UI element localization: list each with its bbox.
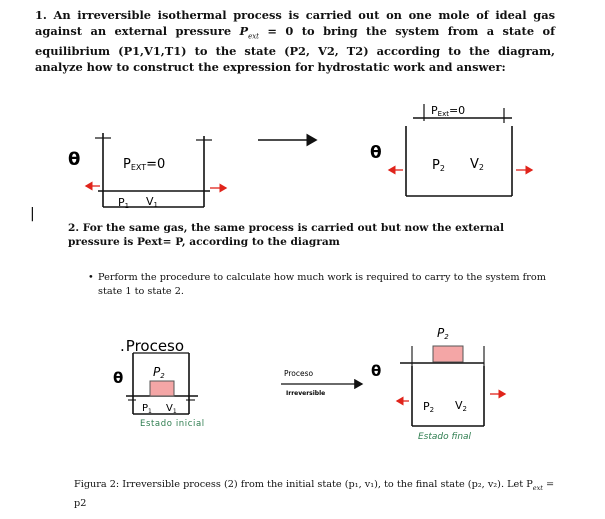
fig1-theta-right: θ bbox=[370, 143, 382, 163]
pext-symbol: P bbox=[239, 23, 249, 38]
fig2-proceso-title: .Proceso bbox=[120, 337, 185, 355]
fig1-pext-top-label: PExt=0 bbox=[431, 104, 466, 118]
fig2-weight-final bbox=[433, 346, 463, 362]
fig2-theta-left: θ bbox=[113, 369, 124, 387]
caption-tail: = p2 bbox=[74, 479, 555, 509]
fig2-v2-label: V2 bbox=[455, 399, 467, 413]
fig1-final-container bbox=[389, 104, 532, 196]
pext-sub: ext bbox=[248, 31, 259, 40]
figure-caption bbox=[74, 477, 560, 511]
fig2-theta-right: θ bbox=[371, 362, 382, 380]
problem-number: 1. bbox=[35, 8, 47, 22]
fig1-v1-label: V1 bbox=[146, 195, 158, 209]
caption-sub: ext bbox=[532, 483, 543, 492]
fig2-p1-label: $P_1$ bbox=[142, 403, 152, 415]
fig2-arrow-label-top: Proceso bbox=[284, 369, 314, 378]
bullet-text: Perform the procedure to calculate how much work is required to carry to the system from state 1 to state 2. bbox=[98, 272, 546, 297]
problem-intro: An irreversible isothermal process is carried out on one mole of ideal gas against an external pressure bbox=[35, 8, 555, 38]
question-2-text: 2. For the same gas, the same process is carried out but now the external pressure is Pext= P, according to the diagram bbox=[68, 222, 504, 248]
fig1-p2-label: P2 bbox=[432, 158, 445, 173]
fig2-estado-final: Estado final bbox=[418, 432, 472, 442]
fig1-theta-left: θ bbox=[68, 149, 81, 170]
fig2-p2-left-label: P2 bbox=[153, 365, 165, 380]
fig2-initial-container bbox=[126, 353, 198, 414]
fig2-estado-inicial: Estado inicial bbox=[140, 419, 205, 429]
bullet-marker: • bbox=[88, 272, 94, 283]
fig1-v2-label: V2 bbox=[470, 157, 484, 172]
bullet-item bbox=[88, 271, 558, 298]
fig2-final-container bbox=[397, 346, 505, 426]
fig2-arrow-label-bottom: Irreversible bbox=[286, 390, 326, 397]
fig1-pext-label: PEXT=0 bbox=[123, 157, 166, 172]
fig2-p2-right-label: P2 bbox=[423, 400, 435, 414]
margin-mark: | bbox=[30, 206, 35, 222]
fig1-p1-label: P1 bbox=[118, 196, 130, 210]
fig2-weight-initial bbox=[150, 381, 174, 396]
caption-text: Figura 2: Irreversible process (2) from the initial state (p₁, v₁), to the final state (p₂, v₂). Let P bbox=[74, 479, 533, 490]
fig2-v1-label: $V_1$ bbox=[166, 403, 177, 415]
problem-rest: = 0 to bring the system from a state of equilibrium (P1,V1,T1) to the state (P2, V2, T2) according to the diagram, analyze how to construct the expression for hydrostatic work and answer: bbox=[35, 23, 555, 74]
fig2-p2-top-label: P2 bbox=[437, 326, 449, 341]
